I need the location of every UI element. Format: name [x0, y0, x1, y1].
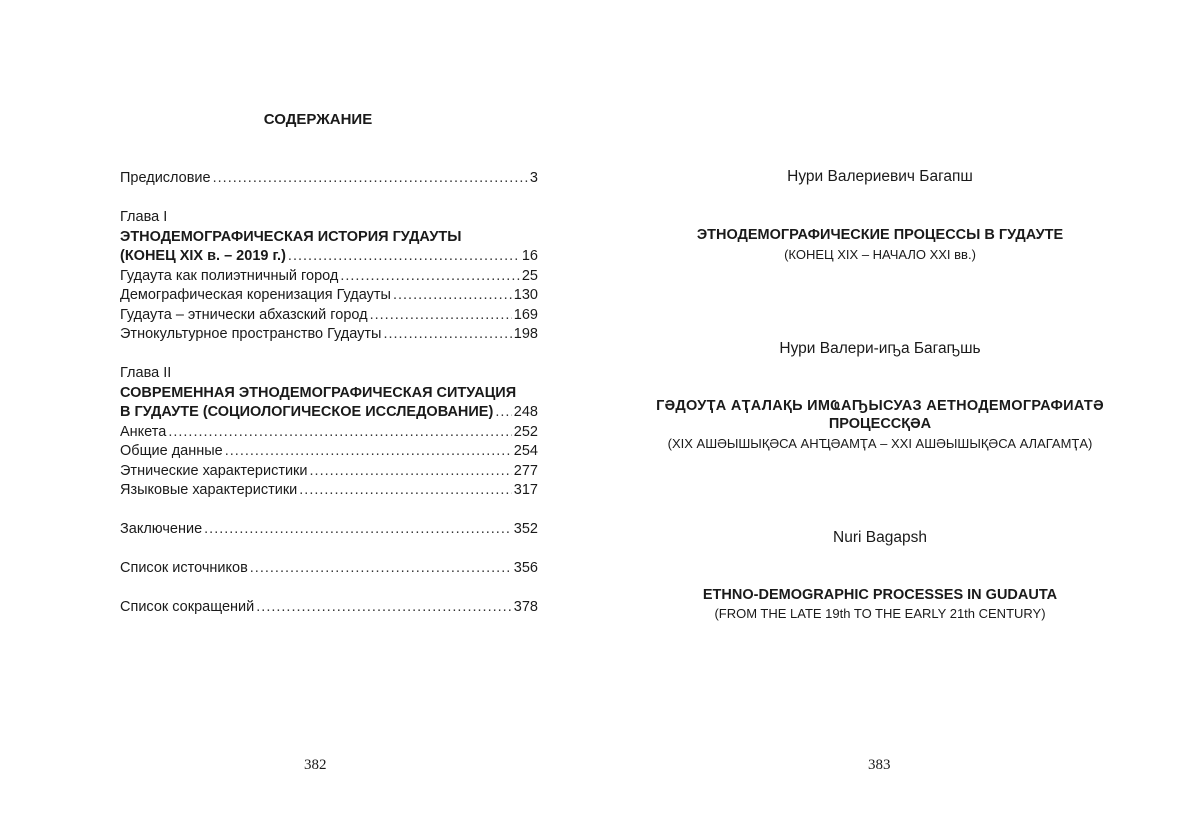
toc-entry-page: 198 — [513, 326, 538, 342]
author-english: Nuri Bagapsh — [833, 529, 927, 546]
toc-entry-page: 254 — [513, 443, 538, 459]
leader-dots — [250, 559, 512, 579]
subtitle-english: (FROM THE LATE 19th TO THE EARLY 21th CENTURY) — [714, 606, 1046, 621]
title-abkhaz-line2: ПРОЦЕССҚӘА — [828, 416, 932, 432]
title-english: ETHNO-DEMOGRAPHIC PROCESSES IN GUDAUTA — [702, 587, 1058, 603]
chapter-label: Глава I — [120, 209, 168, 225]
leader-dots — [213, 169, 528, 189]
leader-dots — [288, 247, 520, 267]
page-number-left: 382 — [304, 757, 327, 773]
leader-dots — [495, 403, 511, 423]
toc-entry-chapter1 — [120, 247, 538, 267]
leader-dots — [168, 423, 511, 443]
toc-entry — [120, 286, 538, 306]
title-russian: ЭТНОДЕМОГРАФИЧЕСКИЕ ПРОЦЕССЫ В ГУДАУТЕ — [696, 227, 1064, 243]
toc-entry — [120, 442, 538, 462]
chapter-title-line: В ГУДАУТЕ (СОЦИОЛОГИЧЕСКОЕ ИССЛЕДОВАНИЕ) — [120, 404, 494, 420]
toc-entry-title: Общие данные — [120, 443, 223, 459]
toc-entry-page: 130 — [513, 287, 538, 303]
toc-entry-title: Анкета — [120, 423, 167, 440]
toc-entry-page: 356 — [513, 560, 538, 576]
toc-entry-title: Языковые характеристики — [120, 482, 298, 498]
toc-entry — [120, 462, 538, 482]
leader-dots — [310, 462, 512, 482]
leader-dots — [204, 520, 512, 540]
toc-entry — [120, 306, 538, 326]
toc-entry-chapter2 — [120, 403, 538, 423]
toc-entry — [120, 267, 538, 287]
toc-entry-conclusion — [120, 520, 538, 540]
toc-entry-page: 248 — [513, 404, 538, 420]
toc-entry-page: 378 — [513, 599, 538, 615]
leader-dots — [256, 598, 512, 618]
toc-entry — [120, 481, 538, 501]
toc-heading: СОДЕРЖАНИЕ — [263, 111, 373, 128]
author-russian: Нури Валериевич Багапш — [787, 168, 973, 185]
toc-entry-title: Этнические характеристики — [120, 462, 308, 479]
toc-entry-page: 252 — [513, 423, 538, 440]
toc-entry-page: 25 — [521, 267, 538, 284]
toc-entry-title: Этнокультурное пространство Гудауты — [120, 326, 382, 342]
toc-entry-page: 3 — [529, 170, 538, 186]
toc-entry — [120, 325, 538, 345]
page-number-right: 383 — [868, 757, 891, 773]
toc-entry-page: 352 — [513, 521, 538, 537]
chapter-title-line: (КОНЕЦ XIX в. – 2019 г.) — [120, 248, 286, 264]
leader-dots — [340, 267, 520, 287]
leader-dots — [225, 442, 512, 462]
toc-entry-title: Гудаута как полиэтничный город — [120, 267, 339, 284]
toc-entry-title: Заключение — [120, 521, 203, 537]
toc-entry-page: 16 — [521, 248, 538, 264]
leader-dots — [370, 306, 512, 326]
toc-entry-title: Список сокращений — [120, 599, 255, 615]
author-abkhaz: Нури Валери-иҧа Багаҧшь — [779, 340, 981, 357]
toc-entry-title: Гудаута – этнически абхазский город — [120, 306, 368, 323]
table-of-contents — [120, 169, 538, 618]
toc-entry-page: 277 — [513, 462, 538, 479]
leader-dots — [299, 481, 512, 501]
subtitle-abkhaz: (XIX АШӘЫШЫҚӘСА АНҴӘАМҬА – XXI АШӘЫШЫҚӘСА АЛАГАМҬА) — [667, 436, 1093, 451]
toc-entry-page: 317 — [513, 482, 538, 498]
toc-entry-page: 169 — [513, 306, 538, 323]
leader-dots — [393, 286, 512, 306]
toc-entry-title: Предисловие — [120, 170, 211, 186]
title-abkhaz-line1: ГӘДОУҬА АҬАЛАҚЬ ИМҨАҦЫСУАЗ АЕТНОДЕМОГРАФИАТӘ — [656, 398, 1104, 414]
toc-entry — [120, 423, 538, 443]
leader-dots — [383, 325, 511, 345]
chapter-title-line: СОВРЕМЕННАЯ ЭТНОДЕМОГРАФИЧЕСКАЯ СИТУАЦИЯ — [120, 384, 517, 401]
toc-entry-title: Демографическая коренизация Гудауты — [120, 287, 391, 303]
toc-entry-sources — [120, 559, 538, 579]
chapter-title-line: ЭТНОДЕМОГРАФИЧЕСКАЯ ИСТОРИЯ ГУДАУТЫ — [120, 228, 462, 245]
toc-entry-title: Список источников — [120, 560, 248, 576]
toc-entry-abbreviations — [120, 598, 538, 618]
subtitle-russian: (КОНЕЦ XIX – НАЧАЛО XXI вв.) — [784, 247, 976, 262]
chapter-label: Глава II — [120, 365, 172, 381]
right-page — [600, 0, 1200, 828]
toc-entry-preface — [120, 169, 538, 189]
